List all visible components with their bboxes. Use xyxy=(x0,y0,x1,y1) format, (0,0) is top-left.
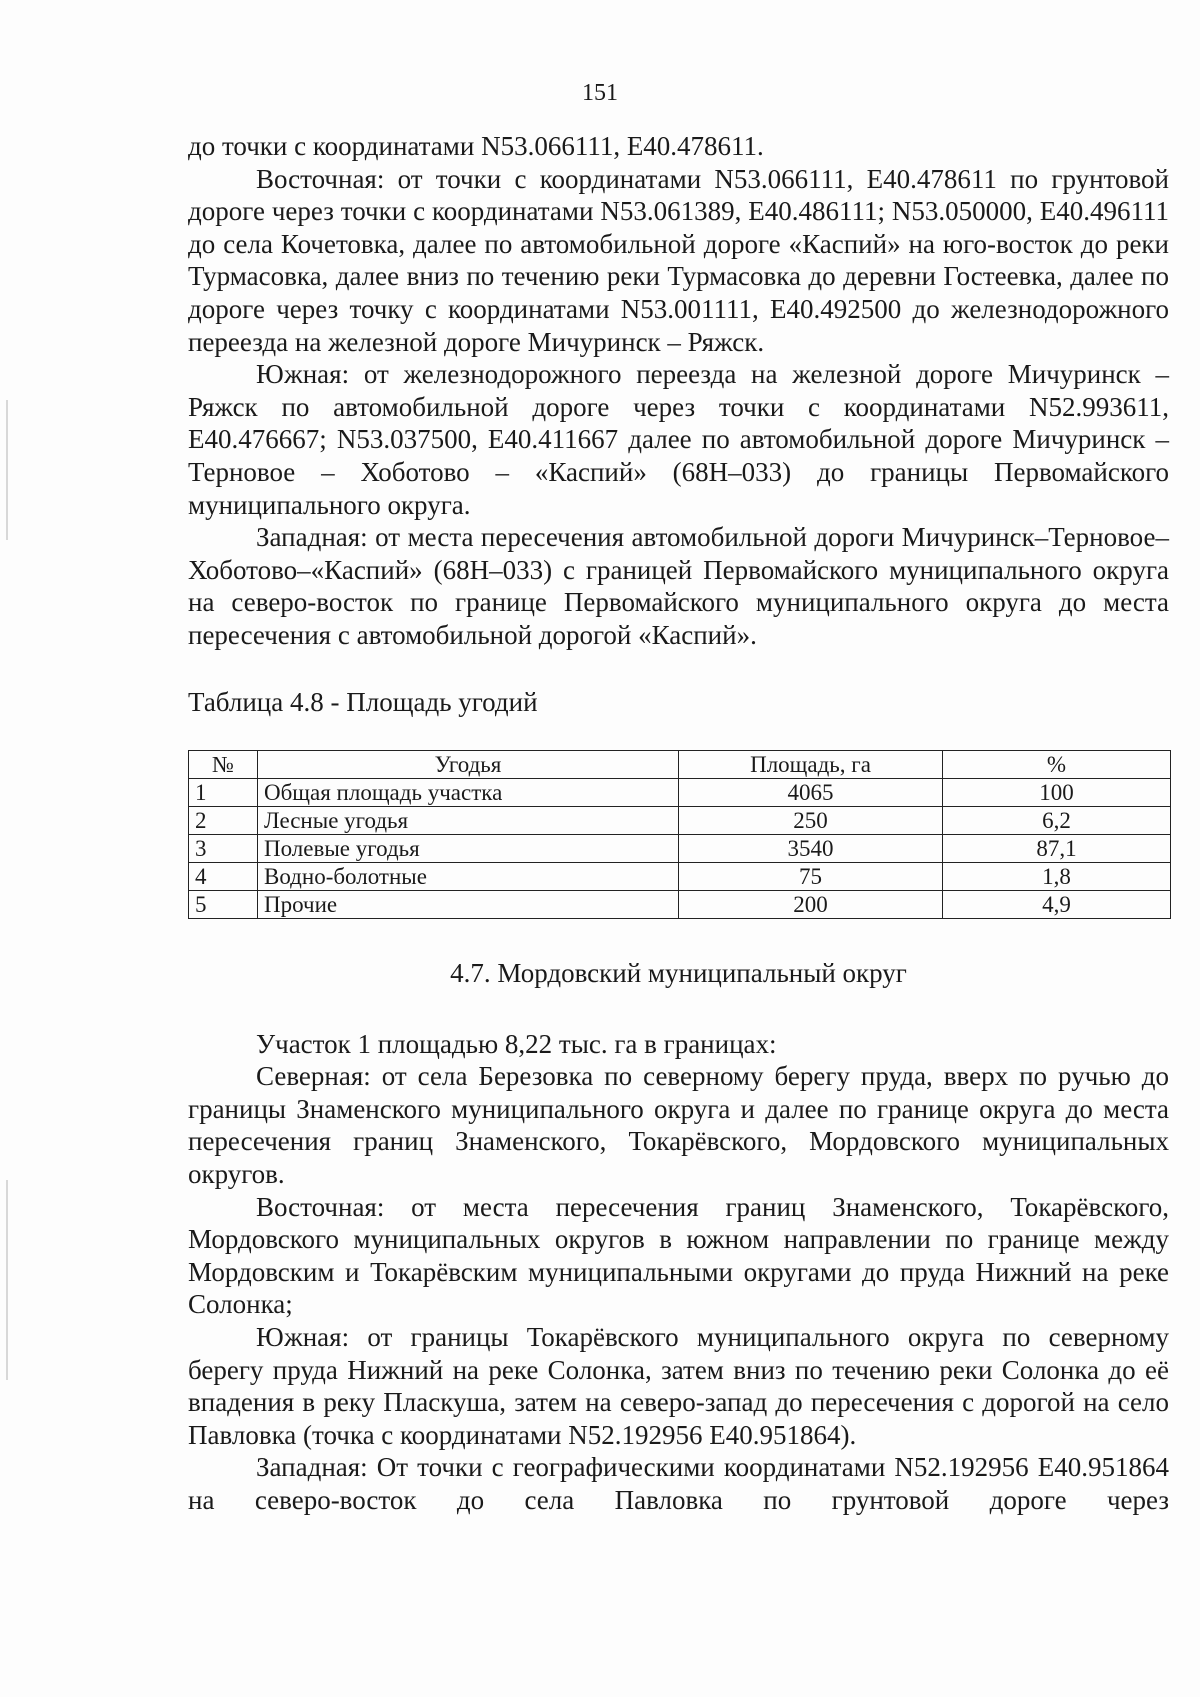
paragraph-west-boundary: Западная: От точки с географическими координатами N52.192956 E40.951864 на северо-восток до села Павловка по грунтовой дороге через xyxy=(188,1452,1169,1515)
scan-artifact xyxy=(6,1180,8,1380)
paragraph-plot-intro: Участок 1 площадью 8,22 тыс. га в границах: xyxy=(256,1028,777,1059)
header-number: № xyxy=(189,751,258,779)
table-row xyxy=(189,891,1171,919)
row-land-type: Полевые угодья xyxy=(258,835,679,863)
row-number: 3 xyxy=(189,835,258,863)
row-percent: 4,9 xyxy=(943,891,1171,919)
row-land-type: Общая площадь участка xyxy=(258,779,679,807)
row-area: 4065 xyxy=(679,779,943,807)
paragraph-continuation: до точки с координатами N53.066111, E40.478611. xyxy=(188,131,764,161)
row-land-type: Водно-болотные xyxy=(258,863,679,891)
row-percent: 1,8 xyxy=(943,863,1171,891)
row-percent: 100 xyxy=(943,779,1171,807)
paragraph-south-boundary: Южная: от железнодорожного переезда на железной дороге Мичуринск – Ряжск по автомобильной дороге через точки с координатами N52.993611, E40.476667; N53.037500, E40.411667 далее по автомобильной дороге Мичуринск – Терновое – Хоботово – «Каспий» (68Н–033) до границы Первомайского муниципального округа. xyxy=(188,359,1169,520)
table-caption: Таблица 4.8 - Площадь угодий xyxy=(188,686,538,717)
table-row xyxy=(189,863,1171,891)
row-number: 2 xyxy=(189,807,258,835)
table-row xyxy=(189,779,1171,807)
row-land-type: Лесные угодья xyxy=(258,807,679,835)
paragraph-east-boundary: Восточная: от места пересечения границ Знаменского, Токарёвского, Мордовского муниципальных округов в южном направлении по границе между Мордовским и Токарёвским муниципальными округами до пруда Нижний на реке Солонка; xyxy=(188,1191,1169,1320)
paragraph-south-boundary: Южная: от границы Токарёвского муниципального округа по северному берегу пруда Нижний на реке Солонка, затем вниз по течению реки Солонка до её впадения в реку Пласкуша, затем на северо-запад до пересечения с дорогой на село Павловка (точка с координатами N52.192956 E40.951864). xyxy=(188,1322,1169,1450)
header-area: Площадь, га xyxy=(679,751,943,779)
row-area: 250 xyxy=(679,807,943,835)
header-land-type: Угодья xyxy=(258,751,679,779)
paragraph-west-boundary: Западная: от места пересечения автомобильной дороги Мичуринск–Терновое–Хоботово–«Каспий» (68Н–033) с границей Первомайского муниципального округа на северо-восток по границе Первомайского муниципального округа до места пересечения с автомобильной дорогой «Каспий». xyxy=(188,522,1169,650)
row-area: 75 xyxy=(679,863,943,891)
row-area: 200 xyxy=(679,891,943,919)
row-percent: 6,2 xyxy=(943,807,1171,835)
row-area: 3540 xyxy=(679,835,943,863)
section-title: 4.7. Мордовский муниципальный округ xyxy=(450,958,907,989)
page-number: 151 xyxy=(582,80,618,106)
row-number: 4 xyxy=(189,863,258,891)
scan-artifact xyxy=(6,400,8,540)
paragraph-north-boundary: Северная: от села Березовка по северному берегу пруда, вверх по ручью до границы Знаменского муниципального округа и далее по границе округа до места пересечения границ Знаменского, Токарёвского, Мордовского муниципальных округов. xyxy=(188,1061,1169,1190)
document-body xyxy=(188,130,1169,1517)
land-area-table xyxy=(188,750,1171,919)
table-row xyxy=(189,807,1171,835)
header-percent: % xyxy=(943,751,1171,779)
row-percent: 87,1 xyxy=(943,835,1171,863)
paragraph-east-boundary: Восточная: от точки с координатами N53.066111, E40.478611 по грунтовой дороге через точки с координатами N53.061389, E40.486111; N53.050000, E40.496111 до села Кочетовка, далее по автомобильной дороге «Каспий» на юго-восток до реки Турмасовка, далее вниз по течению реки Турмасовка до деревни Гостеевка, далее по дороге через точку с координатами N53.001111, E40.492500 до железнодорожного переезда на железной дороге Мичуринск – Ряжск. xyxy=(188,163,1169,357)
table-row xyxy=(189,835,1171,863)
table-header-row xyxy=(189,751,1171,779)
row-land-type: Прочие xyxy=(258,891,679,919)
row-number: 5 xyxy=(189,891,258,919)
row-number: 1 xyxy=(189,779,258,807)
